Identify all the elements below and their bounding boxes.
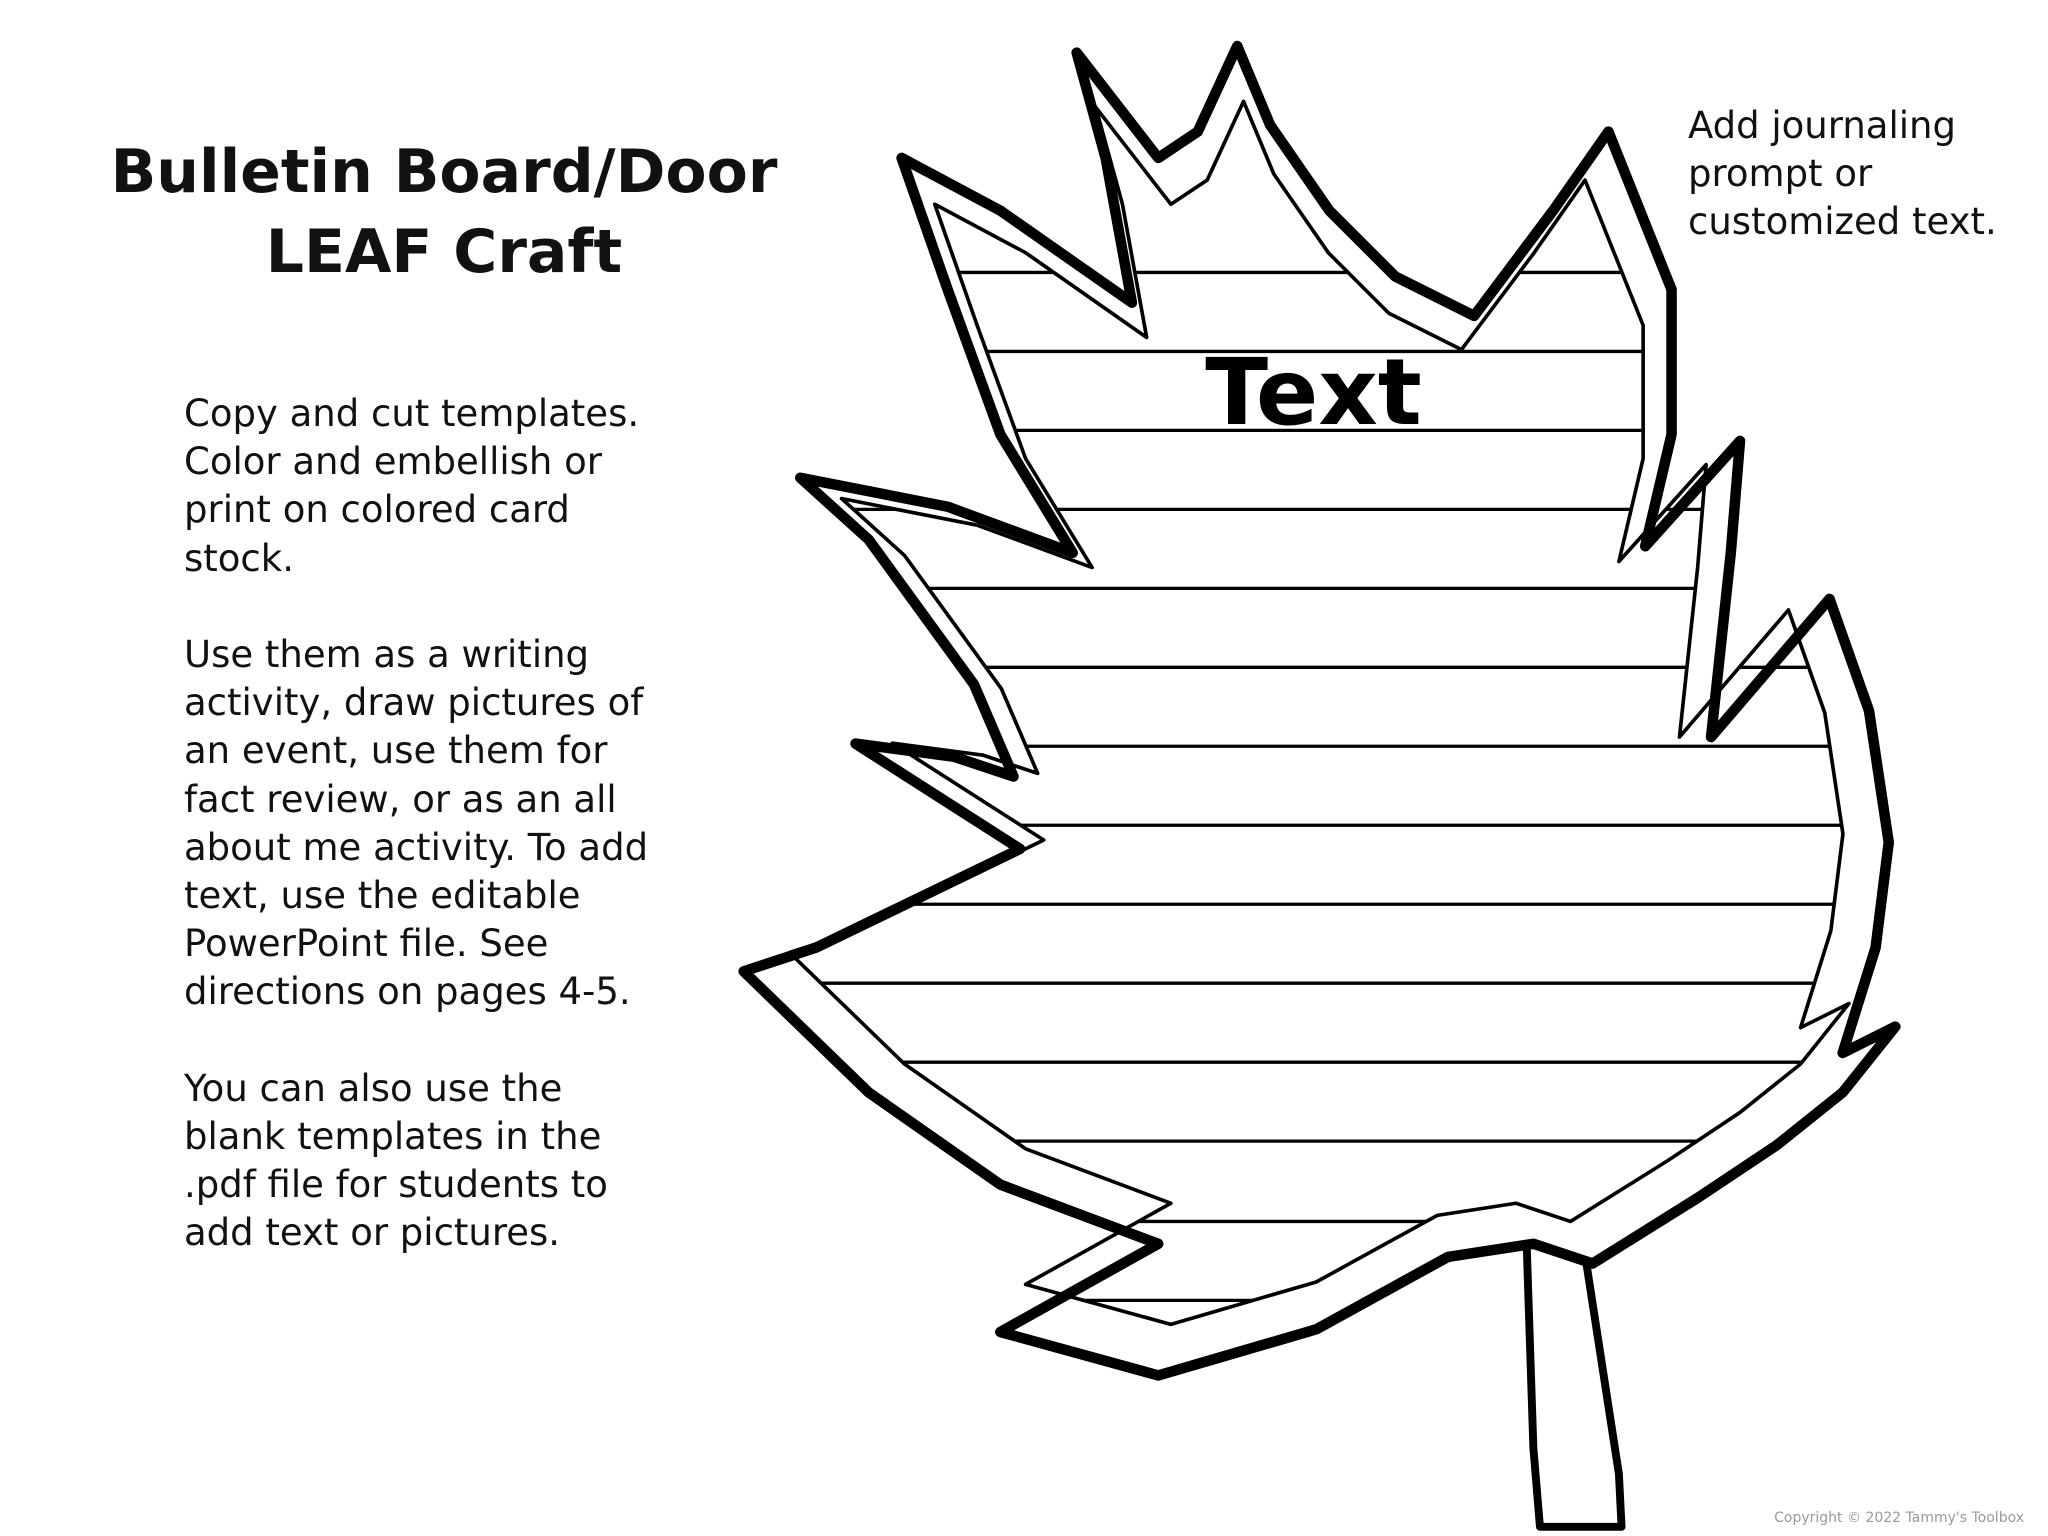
text-line: .pdf file for students to [184,1163,608,1207]
text-line: Color and embellish or [184,440,602,484]
text-line: text, use the editable [184,874,581,918]
leaf-outline [744,46,1896,1375]
title-line-1: Bulletin Board/Door [110,137,778,207]
text-line: You can also use the [184,1066,563,1110]
copyright: Copyright © 2022 Tammy's Toolbox [1774,1510,2024,1526]
text-line: Use them as a writing [184,633,590,676]
text-line: an event, use them for [184,729,608,773]
text-line: blank templates in the [184,1115,602,1159]
text-line: Add journaling [1688,104,1956,147]
text-line: Copy and cut templates. [184,392,640,435]
text-line: activity, draw pictures of [184,681,644,725]
text-line: stock. [184,536,294,580]
text-line: prompt or [1688,152,1873,195]
leaf-stem [1527,1248,1622,1527]
text-line: fact review, or as an all [184,777,617,821]
text-line: PowerPoint file. See [184,922,549,966]
text-line: directions on pages 4-5. [184,970,631,1014]
text-line: customized text. [1688,200,1997,243]
text-line: add text or pictures. [184,1211,561,1255]
title-line-2: LEAF Craft [265,217,623,287]
text-line: print on colored card [184,488,570,532]
leaf-text-label: Text [1205,337,1422,446]
text-line: about me activity. To add [184,825,649,869]
